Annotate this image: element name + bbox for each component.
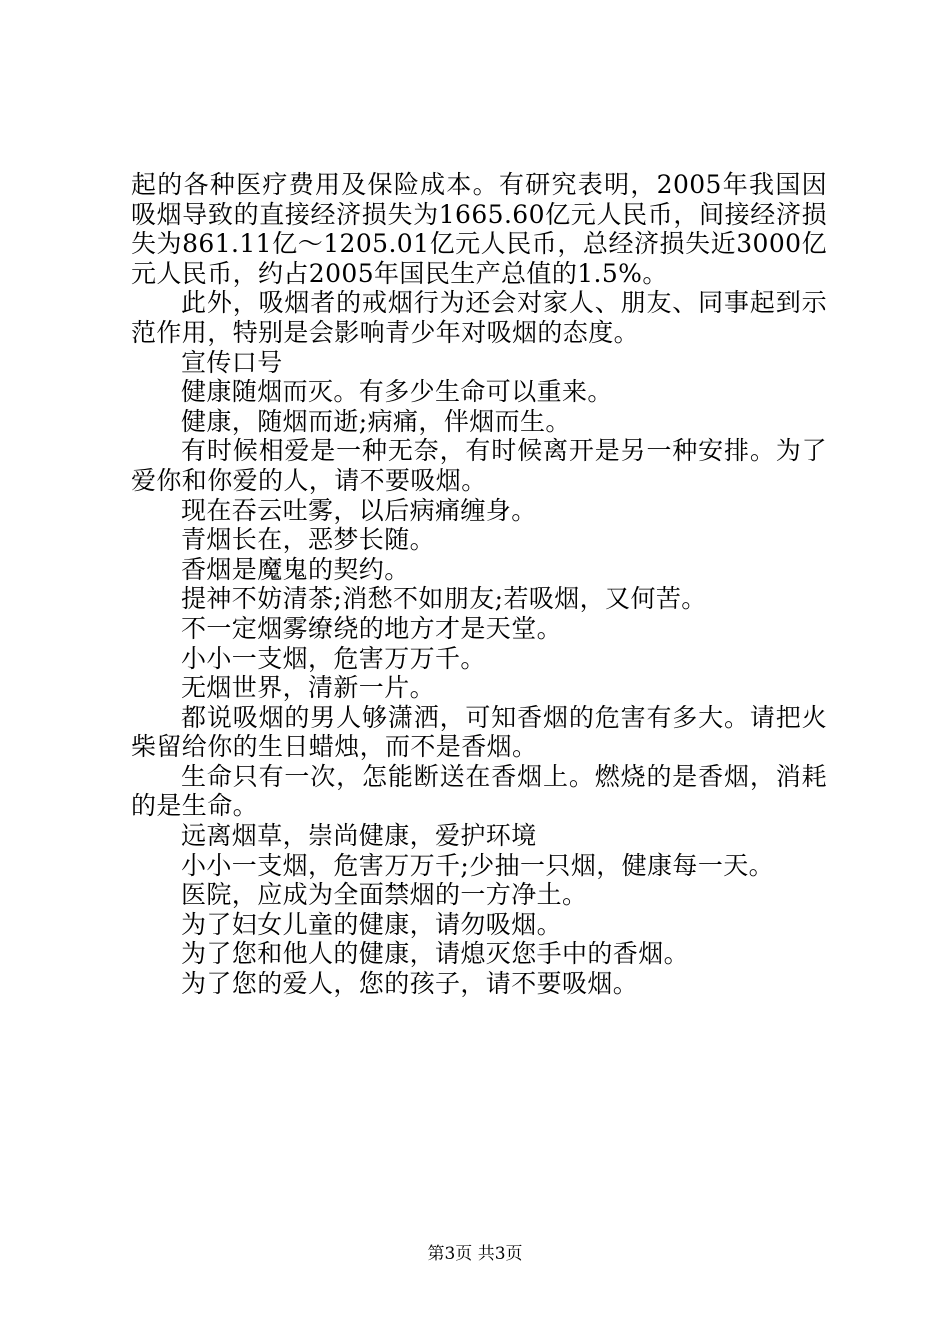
paragraph: 此外，吸烟者的戒烟行为还会对家人、朋友、同事起到示范作用，特别是会影响青少年对吸烟的态度。 — [131, 288, 827, 347]
slogan: 不一定烟雾缭绕的地方才是天堂。 — [181, 613, 563, 643]
page-footer: 第3页 共3页 — [427, 1244, 523, 1264]
slogan: 无烟世界，清新一片。 — [181, 673, 436, 703]
slogan: 青烟长在，恶梦长随。 — [181, 525, 436, 555]
slogan: 生命只有一次，怎能断送在香烟上。燃烧的是香烟，消耗的是生命。 — [131, 761, 827, 821]
slogan: 现在吞云吐雾，以后病痛缠身。 — [181, 495, 537, 525]
slogan: 有时候相爱是一种无奈，有时候离开是另一种安排。为了爱你和你爱的人，请不要吸烟。 — [131, 436, 827, 495]
slogan: 为了您和他人的健康，请熄灭您手中的香烟。 — [181, 939, 690, 969]
document-body — [131, 170, 827, 999]
slogan: 都说吸烟的男人够潇洒，可知香烟的危害有多大。请把火柴留给你的生日蜡烛，而不是香烟。 — [131, 702, 827, 762]
slogan: 为了妇女儿童的健康，请勿吸烟。 — [181, 909, 563, 939]
slogan: 健康随烟而灭。有多少生命可以重来。 — [181, 377, 613, 407]
slogan: 香烟是魔鬼的契约。 — [181, 554, 410, 584]
section-heading: 宣传口号 — [181, 347, 283, 377]
slogan: 远离烟草，崇尚健康，爱护环境 — [181, 821, 537, 851]
slogan: 小小一支烟，危害万万千;少抽一只烟，健康每一天。 — [181, 850, 775, 880]
slogan: 小小一支烟，危害万万千。 — [181, 643, 486, 673]
slogan: 为了您的爱人，您的孩子，请不要吸烟。 — [181, 969, 639, 999]
paragraph-continuation: 起的各种医疗费用及保险成本。有研究表明，2005年我国因吸烟导致的直接经济损失为1665.60亿元人民币，间接经济损失为861.11亿～1205.01亿元人民币，总经济损失近3000亿元人民币，约占2005年国民生产总值的1.5%。 — [131, 170, 827, 288]
slogan: 健康，随烟而逝;病痛，伴烟而生。 — [181, 406, 571, 436]
slogan: 医院，应成为全面禁烟的一方净土。 — [181, 880, 588, 910]
slogan: 提神不妨清茶;消愁不如朋友;若吸烟，又何苦。 — [181, 584, 707, 614]
